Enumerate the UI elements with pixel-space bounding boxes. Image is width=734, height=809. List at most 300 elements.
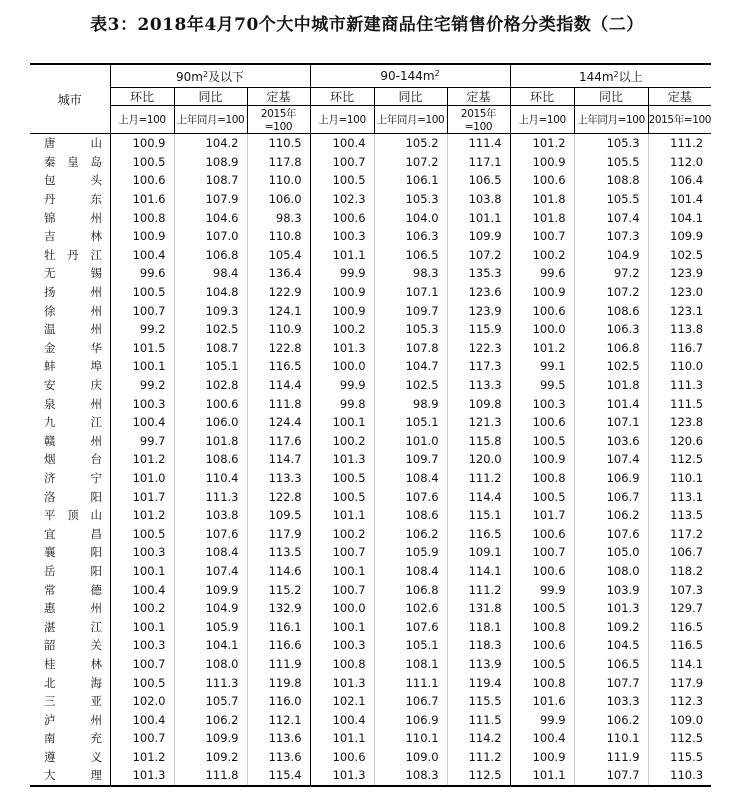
city-name: 大理	[30, 766, 110, 786]
index-value: 100.9	[510, 748, 574, 767]
index-value: 101.4	[574, 394, 648, 413]
index-value: 100.3	[510, 394, 574, 413]
index-value: 109.9	[174, 580, 247, 599]
index-value: 101.3	[110, 766, 174, 786]
index-value: 99.9	[310, 264, 374, 283]
table-row	[30, 190, 711, 209]
index-value: 116.6	[247, 636, 310, 655]
index-value: 131.8	[447, 599, 510, 618]
index-value: 100.8	[110, 208, 174, 227]
index-value: 109.0	[648, 710, 711, 729]
index-value: 100.5	[110, 153, 174, 172]
index-value: 107.8	[374, 339, 447, 358]
index-value: 111.3	[174, 673, 247, 692]
index-value: 107.2	[447, 246, 510, 265]
index-value: 100.2	[310, 524, 374, 543]
table-row	[30, 729, 711, 748]
index-value: 100.4	[110, 413, 174, 432]
index-value: 100.2	[310, 432, 374, 451]
table-row	[30, 283, 711, 302]
index-value: 114.7	[247, 450, 310, 469]
index-value: 100.3	[110, 636, 174, 655]
city-name: 遵义	[30, 748, 110, 767]
index-value: 113.3	[447, 376, 510, 395]
index-value: 111.9	[574, 748, 648, 767]
index-value: 109.2	[574, 617, 648, 636]
index-value: 106.4	[648, 171, 711, 190]
index-value: 106.9	[574, 469, 648, 488]
city-name: 安庆	[30, 376, 110, 395]
index-value: 100.7	[110, 301, 174, 320]
index-value: 109.7	[374, 301, 447, 320]
city-name: 牡丹江	[30, 246, 110, 265]
index-value: 109.8	[447, 394, 510, 413]
city-name: 锦州	[30, 208, 110, 227]
index-value: 113.9	[447, 655, 510, 674]
index-value: 101.3	[310, 450, 374, 469]
index-value: 100.2	[510, 246, 574, 265]
index-value: 120.0	[447, 450, 510, 469]
index-value: 100.1	[310, 617, 374, 636]
index-value: 112.3	[648, 692, 711, 711]
index-value: 115.5	[648, 748, 711, 767]
index-value: 118.2	[648, 562, 711, 581]
index-value: 105.3	[374, 320, 447, 339]
index-value: 106.7	[374, 692, 447, 711]
index-value: 100.5	[510, 599, 574, 618]
index-value: 100.0	[310, 357, 374, 376]
index-value: 99.5	[510, 376, 574, 395]
city-name: 丹东	[30, 190, 110, 209]
group-header-medium: $90-144m^2$	[310, 64, 510, 88]
index-value: 106.3	[574, 320, 648, 339]
index-value: 104.9	[174, 599, 247, 618]
index-value: 109.1	[447, 543, 510, 562]
index-value: 100.5	[310, 487, 374, 506]
index-value: 113.5	[648, 506, 711, 525]
index-value: 101.8	[574, 376, 648, 395]
table-row	[30, 524, 711, 543]
index-value: 103.8	[447, 190, 510, 209]
table-row	[30, 506, 711, 525]
city-name: 岳阳	[30, 562, 110, 581]
index-value: 99.7	[110, 432, 174, 451]
table-row	[30, 301, 711, 320]
index-value: 100.4	[110, 246, 174, 265]
index-value: 113.1	[648, 487, 711, 506]
city-name: 湛江	[30, 617, 110, 636]
index-value: 105.7	[174, 692, 247, 711]
index-value: 100.6	[510, 171, 574, 190]
index-value: 100.6	[510, 636, 574, 655]
index-value: 106.0	[174, 413, 247, 432]
city-name: 平顶山	[30, 506, 110, 525]
index-value: 109.2	[174, 748, 247, 767]
index-value: 106.3	[374, 227, 447, 246]
index-value: 112.5	[648, 729, 711, 748]
index-value: 123.9	[447, 301, 510, 320]
table-row	[30, 227, 711, 246]
city-name: 洛阳	[30, 487, 110, 506]
table-row	[30, 487, 711, 506]
index-value: 101.8	[174, 432, 247, 451]
index-value: 109.0	[374, 748, 447, 767]
index-value: 100.3	[110, 543, 174, 562]
index-value: 99.8	[310, 394, 374, 413]
table-row	[30, 766, 711, 786]
city-name: 烟台	[30, 450, 110, 469]
index-value: 105.5	[574, 153, 648, 172]
index-value: 106.7	[648, 543, 711, 562]
city-name: 秦皇岛	[30, 153, 110, 172]
table-body	[30, 134, 711, 786]
index-value: 114.4	[447, 487, 510, 506]
index-value: 107.3	[574, 227, 648, 246]
index-value: 116.5	[648, 617, 711, 636]
index-value: 101.5	[110, 339, 174, 358]
index-value: 107.4	[574, 208, 648, 227]
index-value: 101.1	[310, 729, 374, 748]
index-value: 106.5	[574, 655, 648, 674]
index-value: 118.1	[447, 617, 510, 636]
index-value: 105.2	[374, 134, 447, 153]
table-row	[30, 376, 711, 395]
index-value: 107.9	[174, 190, 247, 209]
index-value: 110.5	[247, 134, 310, 153]
index-value: 100.5	[310, 171, 374, 190]
index-value: 115.9	[447, 320, 510, 339]
index-value: 109.5	[247, 506, 310, 525]
index-value: 100.3	[110, 394, 174, 413]
table-row	[30, 673, 711, 692]
index-value: 107.0	[174, 227, 247, 246]
table-row	[30, 339, 711, 358]
table-row	[30, 617, 711, 636]
metric-header: 同比	[174, 88, 247, 106]
index-value: 101.3	[310, 673, 374, 692]
index-value: 100.7	[110, 729, 174, 748]
table-row	[30, 562, 711, 581]
index-value: 100.7	[510, 227, 574, 246]
index-value: 100.9	[310, 283, 374, 302]
city-name: 包头	[30, 171, 110, 190]
city-name: 徐州	[30, 301, 110, 320]
index-value: 99.6	[110, 264, 174, 283]
index-value: 101.3	[310, 339, 374, 358]
index-value: 107.1	[574, 413, 648, 432]
index-value: 101.1	[510, 766, 574, 786]
city-name: 吉林	[30, 227, 110, 246]
index-value: 100.6	[174, 394, 247, 413]
index-value: 105.1	[174, 357, 247, 376]
index-value: 113.6	[247, 748, 310, 767]
index-value: 116.5	[447, 524, 510, 543]
city-name: 赣州	[30, 432, 110, 451]
index-value: 99.9	[310, 376, 374, 395]
index-value: 101.8	[510, 190, 574, 209]
index-value: 101.1	[447, 208, 510, 227]
index-value: 100.1	[110, 562, 174, 581]
index-value: 106.8	[374, 580, 447, 599]
index-value: 100.4	[310, 710, 374, 729]
index-value: 107.6	[174, 524, 247, 543]
city-name: 宜昌	[30, 524, 110, 543]
index-value: 100.4	[510, 729, 574, 748]
index-value: 106.5	[447, 171, 510, 190]
city-name: 三亚	[30, 692, 110, 711]
index-value: 100.2	[110, 599, 174, 618]
index-value: 100.1	[310, 413, 374, 432]
index-value: 100.7	[310, 580, 374, 599]
index-value: 135.3	[447, 264, 510, 283]
index-value: 118.3	[447, 636, 510, 655]
table-row	[30, 655, 711, 674]
index-value: 101.1	[310, 506, 374, 525]
index-value: 106.7	[574, 487, 648, 506]
index-value: 103.3	[574, 692, 648, 711]
index-value: 124.1	[247, 301, 310, 320]
index-value: 101.3	[310, 766, 374, 786]
index-value: 123.0	[648, 283, 711, 302]
index-value: 106.0	[247, 190, 310, 209]
table-row	[30, 208, 711, 227]
index-value: 122.9	[247, 283, 310, 302]
index-value: 106.2	[374, 524, 447, 543]
index-value: 108.4	[174, 543, 247, 562]
index-value: 100.4	[110, 710, 174, 729]
index-value: 111.2	[447, 469, 510, 488]
index-value: 108.6	[174, 450, 247, 469]
city-name: 蚌埠	[30, 357, 110, 376]
index-value: 104.6	[174, 208, 247, 227]
index-value: 103.8	[174, 506, 247, 525]
index-value: 100.5	[110, 524, 174, 543]
index-value: 123.8	[648, 413, 711, 432]
index-value: 100.6	[510, 413, 574, 432]
index-value: 107.4	[174, 562, 247, 581]
city-column-header: 城市	[30, 64, 110, 134]
index-value: 102.8	[174, 376, 247, 395]
index-value: 108.6	[574, 301, 648, 320]
index-value: 112.1	[247, 710, 310, 729]
price-index-table	[30, 63, 711, 787]
index-value: 102.6	[374, 599, 447, 618]
index-value: 111.3	[174, 487, 247, 506]
table-row	[30, 394, 711, 413]
city-name: 南充	[30, 729, 110, 748]
city-name: 韶关	[30, 636, 110, 655]
index-value: 100.8	[510, 673, 574, 692]
index-value: 105.1	[374, 636, 447, 655]
index-value: 113.3	[247, 469, 310, 488]
index-value: 110.0	[648, 357, 711, 376]
city-name: 北海	[30, 673, 110, 692]
index-value: 100.6	[510, 562, 574, 581]
index-value: 107.4	[574, 450, 648, 469]
table-title: 表3：2018年4月70个大中城市新建商品住宅销售价格分类指数（二）	[90, 15, 644, 35]
index-value: 100.6	[310, 208, 374, 227]
metric-header: 定基	[648, 88, 711, 106]
metric-header: 环比	[510, 88, 574, 106]
index-value: 111.9	[247, 655, 310, 674]
city-name: 惠州	[30, 599, 110, 618]
index-value: 108.8	[574, 171, 648, 190]
city-name: 桂林	[30, 655, 110, 674]
base-header: 上月=100	[510, 106, 574, 134]
index-value: 104.8	[174, 283, 247, 302]
index-value: 100.5	[110, 673, 174, 692]
index-value: 117.8	[247, 153, 310, 172]
index-value: 100.5	[510, 655, 574, 674]
base-header: 2015年=100	[447, 106, 510, 134]
group-header-small: $90m^2$及以下	[110, 64, 310, 88]
index-value: 101.0	[374, 432, 447, 451]
index-value: 107.1	[374, 283, 447, 302]
index-value: 121.3	[447, 413, 510, 432]
index-value: 101.2	[110, 506, 174, 525]
index-value: 105.3	[574, 134, 648, 153]
index-value: 112.5	[447, 766, 510, 786]
table-row	[30, 153, 711, 172]
index-value: 106.1	[374, 171, 447, 190]
table-row	[30, 413, 711, 432]
base-header: 上月=100	[110, 106, 174, 134]
index-value: 124.4	[247, 413, 310, 432]
index-value: 113.5	[247, 543, 310, 562]
index-value: 101.7	[110, 487, 174, 506]
index-value: 100.0	[310, 599, 374, 618]
base-header-row	[30, 106, 711, 134]
index-value: 102.5	[374, 376, 447, 395]
index-value: 104.0	[374, 208, 447, 227]
index-value: 100.8	[510, 469, 574, 488]
index-value: 102.3	[310, 190, 374, 209]
index-value: 110.1	[648, 469, 711, 488]
index-value: 107.6	[374, 617, 447, 636]
index-value: 108.4	[374, 562, 447, 581]
index-value: 100.6	[510, 301, 574, 320]
base-header: 上月=100	[310, 106, 374, 134]
index-value: 104.9	[574, 246, 648, 265]
index-value: 105.5	[574, 190, 648, 209]
index-value: 107.6	[574, 524, 648, 543]
index-value: 108.7	[174, 339, 247, 358]
table-row	[30, 543, 711, 562]
index-value: 100.7	[510, 543, 574, 562]
index-value: 115.8	[447, 432, 510, 451]
table-row	[30, 599, 711, 618]
index-value: 100.4	[110, 580, 174, 599]
index-value: 117.6	[247, 432, 310, 451]
index-value: 104.7	[374, 357, 447, 376]
index-value: 111.5	[447, 710, 510, 729]
index-value: 115.5	[447, 692, 510, 711]
index-value: 109.7	[374, 450, 447, 469]
index-value: 106.5	[374, 246, 447, 265]
table-row	[30, 357, 711, 376]
base-header: 2015年=100	[648, 106, 711, 134]
metric-header: 同比	[574, 88, 648, 106]
metric-header-row	[30, 88, 711, 106]
index-value: 100.9	[310, 301, 374, 320]
index-value: 105.9	[174, 617, 247, 636]
index-value: 110.3	[648, 766, 711, 786]
metric-header: 定基	[247, 88, 310, 106]
table-row	[30, 134, 711, 153]
city-name: 扬州	[30, 283, 110, 302]
index-value: 119.8	[247, 673, 310, 692]
index-value: 105.0	[574, 543, 648, 562]
index-value: 100.5	[310, 469, 374, 488]
index-value: 101.2	[510, 339, 574, 358]
index-value: 108.3	[374, 766, 447, 786]
index-value: 105.9	[374, 543, 447, 562]
index-value: 100.3	[310, 636, 374, 655]
index-value: 111.8	[174, 766, 247, 786]
index-value: 110.0	[247, 171, 310, 190]
index-value: 104.2	[174, 134, 247, 153]
index-value: 98.4	[174, 264, 247, 283]
index-value: 102.5	[648, 246, 711, 265]
index-value: 99.1	[510, 357, 574, 376]
index-value: 100.9	[510, 153, 574, 172]
city-name: 金华	[30, 339, 110, 358]
base-header: 2015年=100	[247, 106, 310, 134]
index-value: 100.9	[510, 283, 574, 302]
index-value: 132.9	[247, 599, 310, 618]
index-value: 122.8	[247, 487, 310, 506]
index-value: 111.3	[648, 376, 711, 395]
index-value: 102.5	[574, 357, 648, 376]
index-value: 119.4	[447, 673, 510, 692]
index-value: 111.5	[648, 394, 711, 413]
table-row	[30, 432, 711, 451]
index-value: 102.5	[174, 320, 247, 339]
index-value: 100.5	[510, 487, 574, 506]
group-header-large: $144m^2$以上	[510, 64, 711, 88]
index-value: 101.6	[510, 692, 574, 711]
index-value: 108.7	[174, 171, 247, 190]
index-value: 122.3	[447, 339, 510, 358]
index-value: 100.1	[110, 357, 174, 376]
index-value: 111.8	[247, 394, 310, 413]
index-value: 100.9	[510, 450, 574, 469]
index-value: 100.6	[110, 171, 174, 190]
city-name: 泸州	[30, 710, 110, 729]
index-value: 114.1	[447, 562, 510, 581]
index-value: 110.4	[174, 469, 247, 488]
index-value: 110.1	[574, 729, 648, 748]
metric-header: 同比	[374, 88, 447, 106]
index-value: 106.8	[174, 246, 247, 265]
index-value: 111.2	[648, 134, 711, 153]
index-value: 100.2	[310, 320, 374, 339]
index-value: 100.5	[510, 432, 574, 451]
metric-header: 环比	[310, 88, 374, 106]
index-value: 107.3	[648, 580, 711, 599]
table-row	[30, 171, 711, 190]
index-value: 114.1	[648, 655, 711, 674]
index-value: 116.0	[247, 692, 310, 711]
index-value: 104.1	[174, 636, 247, 655]
index-value: 101.8	[510, 208, 574, 227]
index-value: 101.4	[648, 190, 711, 209]
index-value: 98.3	[247, 208, 310, 227]
index-value: 99.2	[110, 376, 174, 395]
city-name: 九江	[30, 413, 110, 432]
index-value: 100.9	[110, 227, 174, 246]
index-value: 109.9	[648, 227, 711, 246]
